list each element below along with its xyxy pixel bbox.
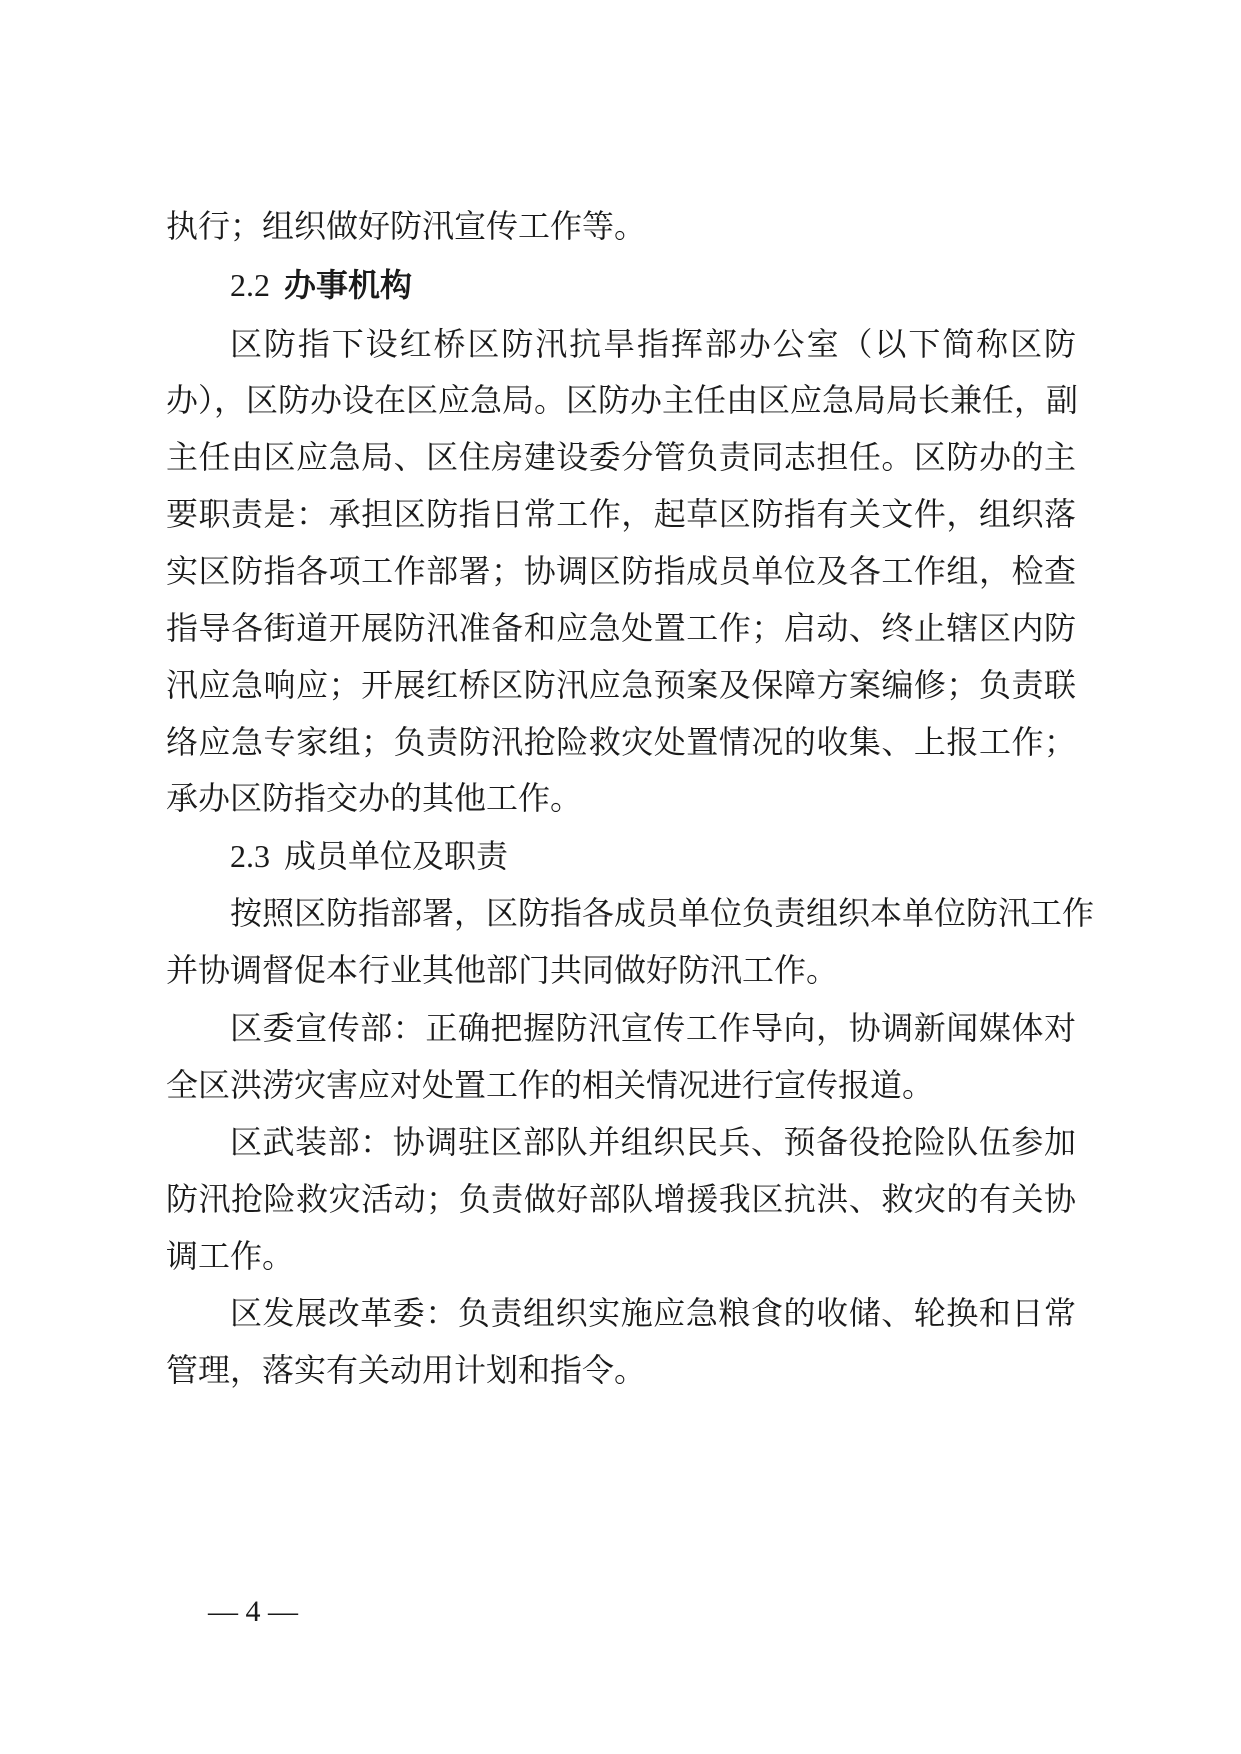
paragraph-line: 并协调督促本行业其他部门共同做好防汛工作。 xyxy=(166,951,839,989)
paragraph-line: 调工作。 xyxy=(166,1237,295,1275)
paragraph-line: 实区防指各项工作部署；协调区防指成员单位及各工作组，检查 xyxy=(166,552,1076,590)
section-title: 成员单位及职责 xyxy=(284,837,509,875)
paragraph-line: 区武装部：协调驻区部队并组织民兵、预备役抢险队伍参加 xyxy=(230,1123,1076,1161)
paragraph-line: 按照区防指部署，区防指各成员单位负责组织本单位防汛工作 xyxy=(230,894,1095,932)
paragraph-line: 防汛抢险救灾活动；负责做好部队增援我区抗洪、救灾的有关协 xyxy=(166,1180,1076,1218)
paragraph-line: 要职责是：承担区防指日常工作，起草区防指有关文件，组织落 xyxy=(166,495,1076,533)
paragraph-line: 主任由区应急局、区住房建设委分管负责同志担任。区防办的主 xyxy=(166,438,1076,476)
section-number: 2.2 xyxy=(230,267,270,303)
paragraph-line: 区发展改革委：负责组织实施应急粮食的收储、轮换和日常 xyxy=(230,1294,1076,1332)
paragraph-line: 执行；组织做好防汛宣传工作等。 xyxy=(166,207,647,245)
paragraph-line: 汛应急响应；开展红桥区防汛应急预案及保障方案编修；负责联 xyxy=(166,666,1076,704)
paragraph-line: 区防指下设红桥区防汛抗旱指挥部办公室（以下简称区防 xyxy=(230,325,1076,363)
page-number: — 4 — xyxy=(208,1595,298,1628)
paragraph-line: 承办区防指交办的其他工作。 xyxy=(166,779,583,817)
section-heading-2-3 xyxy=(230,836,508,876)
section-heading-2-2 xyxy=(230,265,412,305)
paragraph-line: 指导各街道开展防汛准备和应急处置工作；启动、终止辖区内防 xyxy=(166,609,1076,647)
paragraph-line: 络应急专家组；负责防汛抢险救灾处置情况的收集、上报工作； xyxy=(166,723,1076,761)
paragraph-line: 区委宣传部：正确把握防汛宣传工作导向，协调新闻媒体对 xyxy=(230,1009,1076,1047)
section-number: 2.3 xyxy=(230,838,270,874)
paragraph-line: 全区洪涝灾害应对处置工作的相关情况进行宣传报道。 xyxy=(166,1066,935,1104)
paragraph-line: 办），区防办设在区应急局。区防办主任由区应急局局长兼任，副 xyxy=(166,381,1079,419)
paragraph-line: 管理，落实有关动用计划和指令。 xyxy=(166,1351,647,1389)
section-title: 办事机构 xyxy=(284,266,413,304)
